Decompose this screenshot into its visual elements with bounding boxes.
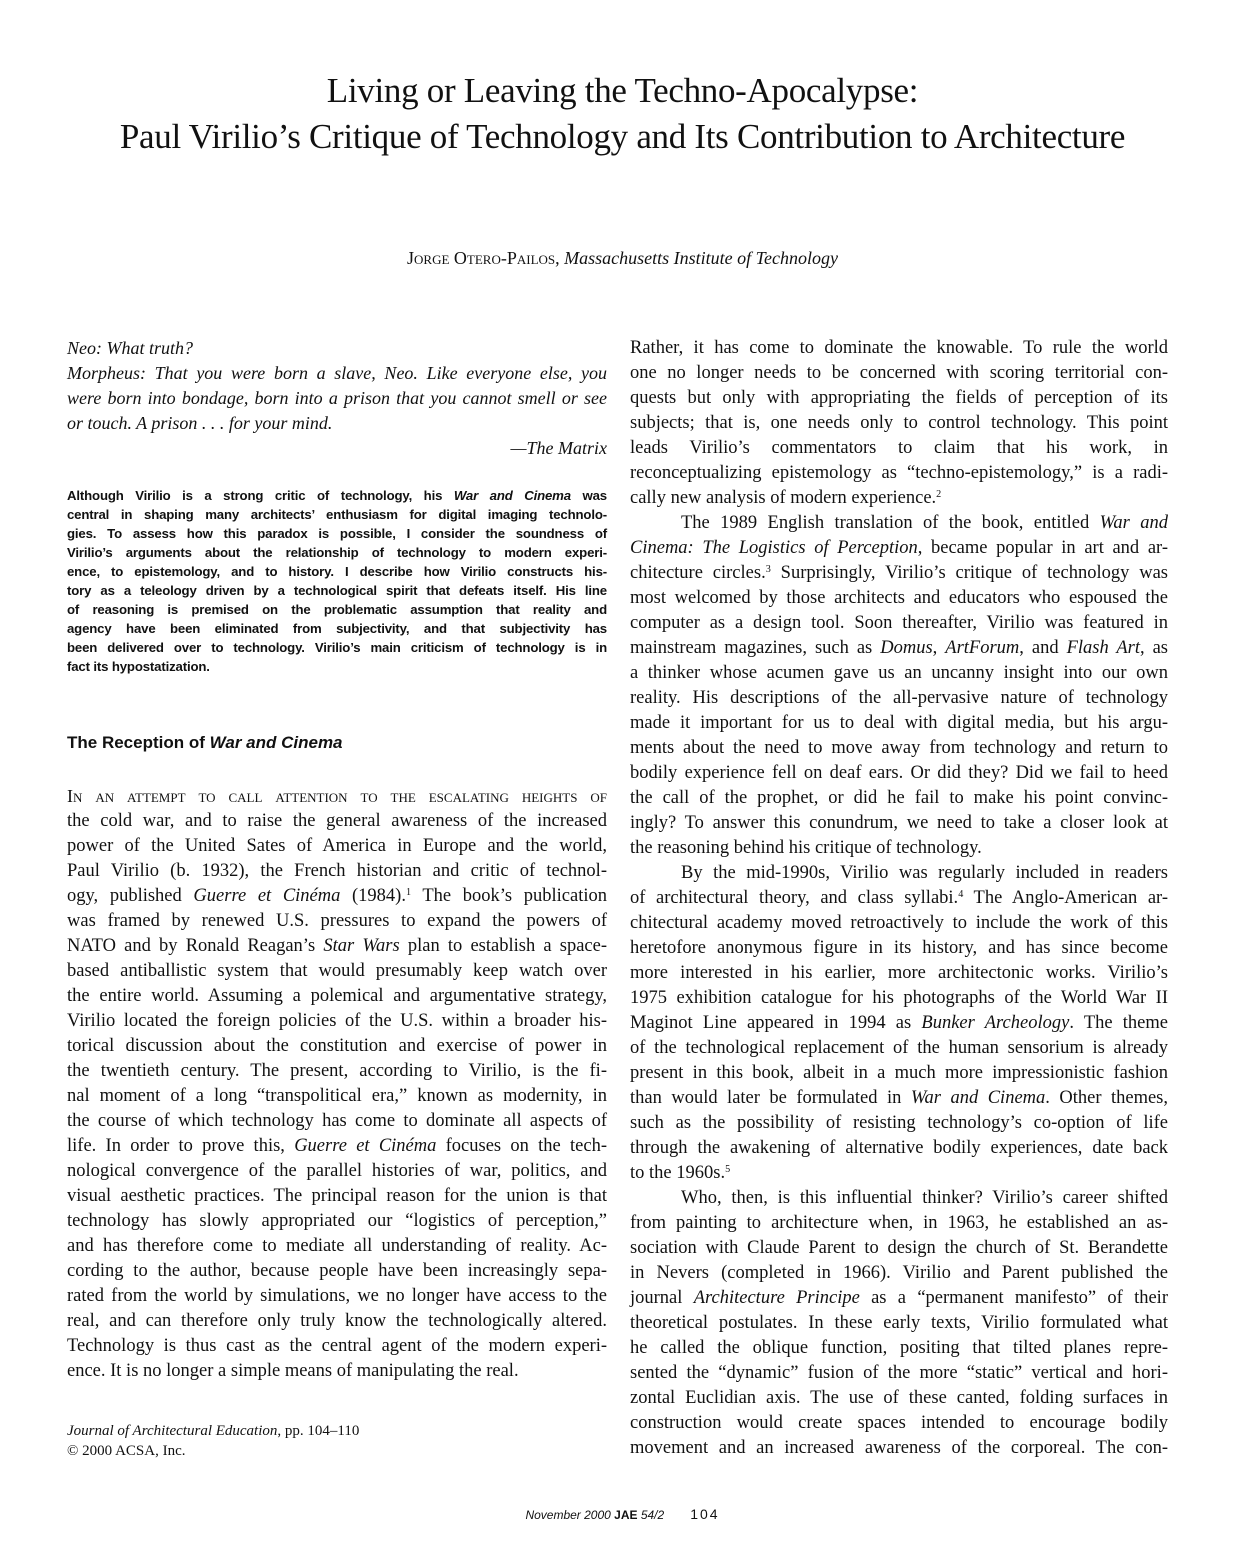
- page-footer: [0, 1506, 1245, 1522]
- body-line: [630, 1111, 1168, 1136]
- abstract-line: [67, 524, 607, 543]
- text-run: torical discussion about the constitution and exercise of power in: [67, 1036, 607, 1056]
- italic-title: War and Cinema: [453, 488, 571, 503]
- text-run: of architectural theory, and class syllabi.: [630, 888, 959, 908]
- text-run: ,: [932, 638, 946, 658]
- text-run: plan to establish a space-: [399, 936, 607, 956]
- italic-title: ArtForum: [945, 638, 1020, 658]
- text-run: of the technological replacement of the human sensorium is already: [630, 1038, 1168, 1058]
- body-line: [630, 1211, 1168, 1236]
- body-line: [67, 1109, 607, 1134]
- text-run: leads Virilio’s commentators to claim that his work, in: [630, 438, 1168, 458]
- journal-citation: [67, 1421, 359, 1461]
- body-line: [67, 1284, 607, 1309]
- section-heading: [67, 733, 343, 753]
- text-run: mainstream magazines, such as: [630, 638, 881, 658]
- text-run: , as: [1139, 638, 1168, 658]
- body-line: [630, 811, 1168, 836]
- text-run: The book’s publication: [411, 886, 608, 906]
- text-run: chitectural academy moved retroactively to include the work of this: [630, 913, 1168, 933]
- text-run: Technology is thus cast as the central agent of the modern experi-: [67, 1336, 607, 1356]
- body-line: [67, 1184, 607, 1209]
- body-line: [630, 1361, 1168, 1386]
- text-run: . Other themes,: [1045, 1088, 1168, 1108]
- text-run: ence, to epistemology, and to history. I describe how Virilio constructs his-: [67, 564, 607, 579]
- text-run: the twentieth century. The present, according to Virilio, is the fi-: [67, 1061, 607, 1081]
- body-line: [630, 1011, 1168, 1036]
- epigraph-line: Neo: What truth?: [67, 338, 193, 358]
- text-run: reality. His descriptions of the all-pervasive nature of technology: [630, 688, 1168, 708]
- journal-citation-line: [67, 1421, 359, 1441]
- italic-title: Guerre et Cinéma: [193, 886, 341, 906]
- left-body-text: [67, 784, 607, 1384]
- text-run: subjects; that is, one needs only to control technology. This point: [630, 413, 1168, 433]
- body-line: [630, 1386, 1168, 1411]
- text-run: one no longer needs to be concerned with scoring territorial con-: [630, 363, 1168, 383]
- text-run: visual aesthetic practices. The principal reason for the union is that: [67, 1186, 607, 1206]
- opening-line-small-caps: [67, 784, 607, 809]
- body-line: [630, 386, 1168, 411]
- text-run: cording to the author, because people have been increasingly sepa-: [67, 1261, 607, 1281]
- text-run: , and: [1019, 638, 1067, 658]
- italic-title: War and Cinema: [910, 1088, 1046, 1108]
- text-run: real, and can therefore only truly know the technologically altered.: [67, 1311, 607, 1331]
- text-run: been delivered over to technology. Virilio’s main criticism of technology is in: [67, 640, 607, 655]
- abstract-line: [67, 505, 607, 524]
- author-affiliation: Massachusetts Institute of Technology: [564, 248, 838, 268]
- body-line: [630, 411, 1168, 436]
- section-heading-prefix: The Reception of: [67, 733, 210, 752]
- body-line: [630, 636, 1168, 661]
- body-line: [630, 436, 1168, 461]
- body-line: [630, 686, 1168, 711]
- body-line: [630, 561, 1168, 586]
- body-line: [630, 711, 1168, 736]
- body-line: [67, 1309, 607, 1334]
- abstract-line: [67, 638, 607, 657]
- footer-date: November 2000: [525, 1508, 615, 1522]
- text-run: agency have been eliminated from subjectivity, and that subjectivity has: [67, 621, 607, 636]
- text-run: the entire world. Assuming a polemical and argumentative strategy,: [67, 986, 607, 1006]
- text-run: the call of the prophet, or did he fail to make his point convinc-: [630, 788, 1168, 808]
- epigraph-line: or touch. A prison . . . for your mind.: [67, 413, 333, 433]
- epigraph-source: —The Matrix: [510, 438, 607, 458]
- footer-journal-abbr: JAE: [614, 1508, 638, 1522]
- body-line: [630, 1136, 1168, 1161]
- body-line: [630, 1061, 1168, 1086]
- abstract-line: [67, 619, 607, 638]
- body-line: [67, 1134, 607, 1159]
- text-run: , became popular in art and ar-: [917, 538, 1168, 558]
- text-run: the reasoning behind his critique of technology.: [630, 838, 982, 858]
- abstract-line: [67, 657, 607, 676]
- italic-title: War and: [1099, 513, 1168, 533]
- text-run: . The theme: [1069, 1013, 1168, 1033]
- body-line: [67, 1009, 607, 1034]
- footnote-reference: 4: [958, 888, 964, 900]
- body-line: [630, 1236, 1168, 1261]
- abstract: [67, 486, 607, 676]
- journal-pages: , pp. 104–110: [277, 1423, 360, 1439]
- epigraph-line: were born into bondage, born into a prison that you cannot smell or see: [67, 388, 607, 408]
- section-heading-title: War and Cinema: [209, 733, 343, 752]
- text-run: Surprisingly, Virilio’s critique of technology was: [770, 563, 1169, 583]
- body-line: [630, 986, 1168, 1011]
- text-run: to the 1960s.: [630, 1163, 726, 1183]
- text-run: nal moment of a long “transpolitical era,” known as modernity, in: [67, 1086, 607, 1106]
- text-run: ence. It is no longer a simple means of manipulating the real.: [67, 1361, 519, 1381]
- text-run: (1984).: [340, 886, 406, 906]
- footnote-reference: 5: [725, 1163, 731, 1175]
- text-run: a thinker whose acumen gave us an uncanny insight into our own: [630, 663, 1168, 683]
- body-line: [67, 1334, 607, 1359]
- body-line: [630, 1036, 1168, 1061]
- left-column: [67, 336, 607, 461]
- body-line: [67, 1209, 607, 1234]
- body-line: [67, 934, 607, 959]
- text-run: from painting to architecture when, in 1963, he established an as-: [630, 1213, 1168, 1233]
- text-run: NATO and by Ronald Reagan’s: [67, 936, 324, 956]
- body-line: [67, 1259, 607, 1284]
- body-line: [630, 836, 1168, 861]
- byline: [0, 245, 1245, 271]
- text-run: tory as a teleology driven by a technological spirit that defeats itself. His line: [67, 583, 607, 598]
- body-line: [630, 936, 1168, 961]
- text-run: nological convergence of the parallel histories of war, politics, and: [67, 1161, 607, 1181]
- text-run: quests but only with appropriating the fields of perception of its: [630, 388, 1168, 408]
- text-run: was framed by renewed U.S. pressures to expand the powers of: [67, 911, 607, 931]
- paragraph-start-line: [630, 1186, 1168, 1211]
- article-title-line-2: Paul Virilio’s Critique of Technology and Its Contribution to Architecture: [119, 117, 1126, 156]
- text-run: of reasoning is premised on the problematic assumption that reality and: [67, 602, 607, 617]
- text-run: sented the “dynamic” fusion of the more “static” vertical and hori-: [630, 1363, 1168, 1383]
- body-line: [630, 536, 1168, 561]
- text-run: fact its hypostatization.: [67, 659, 210, 674]
- body-line: [67, 1234, 607, 1259]
- abstract-line: [67, 543, 607, 562]
- paragraph-start-line: [630, 511, 1168, 536]
- body-line: [630, 336, 1168, 361]
- text-run: ingly? To answer this conundrum, we need to take a closer look at: [630, 813, 1168, 833]
- italic-title: Guerre et Cinéma: [294, 1136, 437, 1156]
- italic-title: Architecture Principe: [693, 1288, 860, 1308]
- epigraph-line: Morpheus: That you were born a slave, Neo. Like everyone else, you: [67, 363, 607, 383]
- text-run: than would later be formulated in: [630, 1088, 911, 1108]
- body-line: [630, 886, 1168, 911]
- footnote-reference: 3: [765, 563, 771, 575]
- text-run: Although Virilio is a strong critic of technology, his: [67, 488, 454, 503]
- text-run: such as the possibility of resisting technology’s co-option of life: [630, 1113, 1168, 1133]
- text-run: In an attempt to call attention to the escalating heights of: [67, 786, 607, 806]
- text-run: power of the United Sates of America in Europe and the world,: [67, 836, 607, 856]
- text-run: most welcomed by those architects and educators who espoused the: [630, 588, 1168, 608]
- body-line: [67, 1059, 607, 1084]
- text-run: chitecture circles.: [630, 563, 766, 583]
- body-line: [67, 859, 607, 884]
- article-title: [0, 68, 1245, 160]
- italic-title: Flash Art: [1066, 638, 1140, 658]
- body-line: [630, 461, 1168, 486]
- text-run: construction would create spaces intended to encourage bodily: [630, 1413, 1168, 1433]
- body-line: [67, 959, 607, 984]
- text-run: sociation with Claude Parent to design the church of St. Berandette: [630, 1238, 1168, 1258]
- body-line: [630, 1086, 1168, 1111]
- text-run: By the mid-1990s, Virilio was regularly included in readers: [681, 863, 1168, 883]
- body-line: [67, 1034, 607, 1059]
- body-line: [630, 1286, 1168, 1311]
- body-line: [630, 961, 1168, 986]
- page-number: 104: [690, 1506, 720, 1522]
- body-line: [630, 911, 1168, 936]
- text-run: theoretical postulates. In these early texts, Virilio formulated what: [630, 1313, 1168, 1333]
- footnote-reference: 2: [936, 488, 942, 500]
- text-run: and has therefore come to mediate all understanding of reality. Ac-: [67, 1236, 607, 1256]
- body-line: [630, 1336, 1168, 1361]
- text-run: heretofore anonymous figure in its history, and has since become: [630, 938, 1168, 958]
- byline-separator: ,: [555, 248, 565, 268]
- text-run: present in this book, albeit in a much more impressionistic fashion: [630, 1063, 1168, 1083]
- text-run: zontal Euclidian axis. The use of these canted, folding surfaces in: [630, 1388, 1168, 1408]
- author-name: Jorge Otero-Pailos: [407, 248, 556, 268]
- text-run: made it important for us to deal with digital media, but his argu-: [630, 713, 1168, 733]
- footer-issue: 54/2: [637, 1508, 665, 1522]
- abstract-line: [67, 562, 607, 581]
- text-run: in Nevers (completed in 1966). Virilio and Parent published the: [630, 1263, 1168, 1283]
- body-line: [67, 884, 607, 909]
- abstract-line: [67, 486, 607, 505]
- body-line: [630, 1311, 1168, 1336]
- body-line: [630, 786, 1168, 811]
- body-line: [630, 1436, 1168, 1461]
- body-line: [630, 611, 1168, 636]
- italic-title: Domus: [880, 638, 933, 658]
- body-line: [630, 761, 1168, 786]
- article-title-line-1: Living or Leaving the Techno-Apocalypse:: [326, 71, 919, 110]
- italic-title: Star Wars: [323, 936, 400, 956]
- abstract-line: [67, 600, 607, 619]
- journal-name: Journal of Architectural Education: [67, 1423, 278, 1439]
- text-run: ogy, published: [67, 886, 194, 906]
- footnote-reference: 1: [405, 886, 412, 898]
- text-run: was: [570, 488, 607, 503]
- body-line: [630, 736, 1168, 761]
- italic-title: Cinema: The Logistics of Perception: [630, 538, 918, 558]
- text-run: as a “permanent manifesto” of their: [859, 1288, 1168, 1308]
- text-run: the course of which technology has come to dominate all aspects of: [67, 1111, 607, 1131]
- right-column: [630, 336, 1168, 1461]
- text-run: journal: [630, 1288, 694, 1308]
- abstract-line: [67, 581, 607, 600]
- text-run: computer as a design tool. Soon thereafter, Virilio was featured in: [630, 613, 1168, 633]
- text-run: based antiballistic system that would presumably keep watch over: [67, 961, 607, 981]
- body-line: [630, 586, 1168, 611]
- body-line: [630, 486, 1168, 511]
- body-line: [67, 1084, 607, 1109]
- text-run: ments about the need to move away from technology and return to: [630, 738, 1168, 758]
- body-line: [67, 984, 607, 1009]
- paragraph-start-line: [630, 861, 1168, 886]
- copyright-notice: © 2000 ACSA, Inc.: [67, 1443, 186, 1459]
- body-line: [630, 361, 1168, 386]
- text-run: Paul Virilio (b. 1932), the French historian and critic of technol-: [67, 861, 607, 881]
- body-line: [630, 1161, 1168, 1186]
- text-run: Virilio located the foreign policies of the U.S. within a broader his-: [67, 1011, 607, 1031]
- text-run: he called the oblique function, positing that tilted planes repre-: [630, 1338, 1168, 1358]
- text-run: the cold war, and to raise the general awareness of the increased: [67, 811, 607, 831]
- text-run: Virilio’s arguments about the relationship of technology to modern experi-: [67, 545, 607, 560]
- text-run: Who, then, is this influential thinker? Virilio’s career shifted: [681, 1188, 1168, 1208]
- body-line: [67, 809, 607, 834]
- text-run: through the awakening of alternative bodily experiences, date back: [630, 1138, 1168, 1158]
- text-run: life. In order to prove this,: [67, 1136, 295, 1156]
- body-line: [630, 1411, 1168, 1436]
- text-run: more interested in his earlier, more architectonic works. Virilio’s: [630, 963, 1168, 983]
- text-run: reconceptualizing epistemology as “techno-epistemology,” is a radi-: [630, 463, 1168, 483]
- italic-title: Bunker Archeology: [921, 1013, 1070, 1033]
- text-run: central in shaping many architects’ enthusiasm for digital imaging technolo-: [67, 507, 607, 522]
- body-line: [630, 661, 1168, 686]
- body-line: [67, 834, 607, 859]
- text-run: Maginot Line appeared in 1994 as: [630, 1013, 922, 1033]
- text-run: Rather, it has come to dominate the knowable. To rule the world: [630, 338, 1168, 358]
- text-run: The Anglo-American ar-: [963, 888, 1168, 908]
- text-run: focuses on the tech-: [436, 1136, 607, 1156]
- text-run: rated from the world by simulations, we no longer have access to the: [67, 1286, 607, 1306]
- body-line: [67, 1359, 607, 1384]
- body-line: [67, 1159, 607, 1184]
- text-run: gies. To assess how this paradox is possible, I consider the soundness of: [67, 526, 607, 541]
- epigraph: [67, 336, 607, 461]
- text-run: 1975 exhibition catalogue for his photographs of the World War II: [630, 988, 1168, 1008]
- body-line: [67, 909, 607, 934]
- text-run: The 1989 English translation of the book, entitled: [681, 513, 1100, 533]
- text-run: technology has slowly appropriated our “logistics of perception,”: [67, 1211, 607, 1231]
- text-run: movement and an increased awareness of the corporeal. The con-: [630, 1438, 1168, 1458]
- body-line: [630, 1261, 1168, 1286]
- text-run: cally new analysis of modern experience.: [630, 488, 937, 508]
- text-run: bodily experience fell on deaf ears. Or did they? Did we fail to heed: [630, 763, 1168, 783]
